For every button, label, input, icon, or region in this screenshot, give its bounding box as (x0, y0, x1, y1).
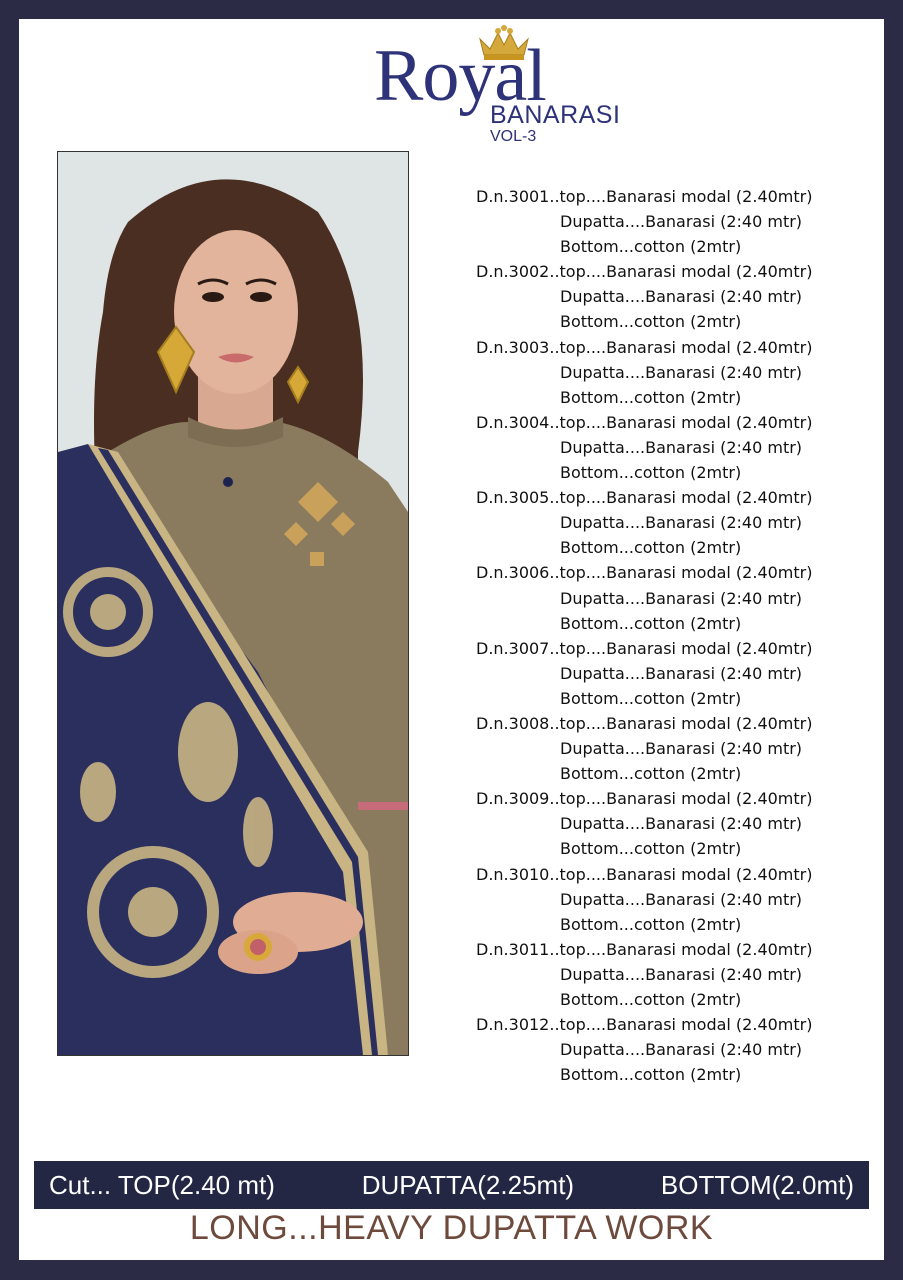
design-bottom-line: Bottom...cotton (2mtr) (560, 312, 742, 332)
design-dupatta-line: Dupatta....Banarasi (2:40 mtr) (560, 287, 803, 307)
design-code-line: D.n.3010..top....Banarasi modal (2.40mtr) (476, 864, 813, 884)
design-item (476, 711, 876, 786)
design-item (476, 937, 876, 1012)
design-bottom-line: Bottom...cotton (2mtr) (560, 990, 742, 1009)
model-photo (57, 151, 409, 1056)
design-dupatta-line: Dupatta....Banarasi (2:40 mtr) (560, 1040, 803, 1060)
design-dupatta-line: Dupatta....Banarasi (2:40 mtr) (560, 739, 803, 759)
design-dupatta-line: Dupatta....Banarasi (2:40 mtr) (560, 964, 803, 984)
design-bottom-line: Bottom...cotton (2mtr) (560, 839, 742, 859)
design-dupatta-line: Dupatta....Banarasi (2:40 mtr) (560, 513, 803, 533)
design-bottom-line: Bottom...cotton (2mtr) (560, 237, 742, 257)
design-dupatta-line: Dupatta....Banarasi (2:40 mtr) (560, 362, 803, 382)
design-code-line: D.n.3009..top....Banarasi modal (2.40mtr) (476, 789, 813, 809)
design-item (476, 485, 876, 560)
logo-volume-text: VOL-3 (490, 128, 537, 145)
design-item (476, 410, 876, 485)
catalog-page (19, 19, 884, 1260)
cut-measurements-bar (34, 1161, 869, 1209)
design-item (476, 335, 876, 410)
design-dupatta-line: Dupatta....Banarasi (2:40 mtr) (560, 212, 803, 232)
cut-top-label: Cut... TOP(2.40 mt) (49, 1169, 275, 1200)
design-bottom-line: Bottom...cotton (2mtr) (560, 463, 742, 483)
design-item (476, 184, 876, 259)
design-code-line: D.n.3003..top....Banarasi modal (2.40mtr) (476, 337, 813, 357)
logo-sub-text: BANARASI (490, 101, 621, 129)
design-dupatta-line: Dupatta....Banarasi (2:40 mtr) (560, 663, 803, 683)
cut-bottom-label: BOTTOM(2.0mt) (660, 1169, 854, 1200)
design-bottom-line: Bottom...cotton (2mtr) (560, 764, 742, 784)
cut-dupatta-label: DUPATTA(2.25mt) (361, 1169, 575, 1200)
design-bottom-line: Bottom...cotton (2mtr) (560, 538, 742, 558)
design-dupatta-line: Dupatta....Banarasi (2:40 mtr) (560, 889, 803, 909)
design-dupatta-line: Dupatta....Banarasi (2:40 mtr) (560, 814, 803, 834)
brand-logo (374, 21, 634, 161)
logo-brand-text: Royal (374, 35, 546, 117)
design-code-line: D.n.3005..top....Banarasi modal (2.40mtr) (476, 488, 813, 508)
design-list (476, 184, 876, 1087)
design-dupatta-line: Dupatta....Banarasi (2:40 mtr) (560, 588, 803, 608)
design-bottom-line: Bottom...cotton (2mtr) (560, 613, 742, 633)
design-bottom-line: Bottom...cotton (2mtr) (560, 688, 742, 708)
design-code-line: D.n.3012..top....Banarasi modal (2.40mtr) (476, 1015, 813, 1035)
design-item (476, 560, 876, 635)
design-code-line: D.n.3008..top....Banarasi modal (2.40mtr) (476, 713, 813, 733)
model-illustration (58, 152, 408, 1055)
design-item (476, 862, 876, 937)
design-bottom-line: Bottom...cotton (2mtr) (560, 1065, 742, 1085)
design-item (476, 1012, 876, 1087)
design-bottom-line: Bottom...cotton (2mtr) (560, 387, 742, 407)
design-item (476, 786, 876, 861)
design-item (476, 636, 876, 711)
design-code-line: D.n.3007..top....Banarasi modal (2.40mtr) (476, 638, 813, 658)
design-code-line: D.n.3004..top....Banarasi modal (2.40mtr) (476, 412, 813, 432)
design-dupatta-line: Dupatta....Banarasi (2:40 mtr) (560, 437, 803, 457)
design-code-line: D.n.3002..top....Banarasi modal (2.40mtr) (476, 262, 813, 282)
design-item (476, 259, 876, 334)
design-code-line: D.n.3006..top....Banarasi modal (2.40mtr) (476, 563, 813, 583)
tagline: LONG...HEAVY DUPATTA WORK (189, 1209, 714, 1247)
design-code-line: D.n.3011..top....Banarasi modal (2.40mtr) (476, 939, 813, 959)
design-bottom-line: Bottom...cotton (2mtr) (560, 914, 742, 934)
design-code-line: D.n.3001..top....Banarasi modal (2.40mtr) (476, 187, 813, 206)
